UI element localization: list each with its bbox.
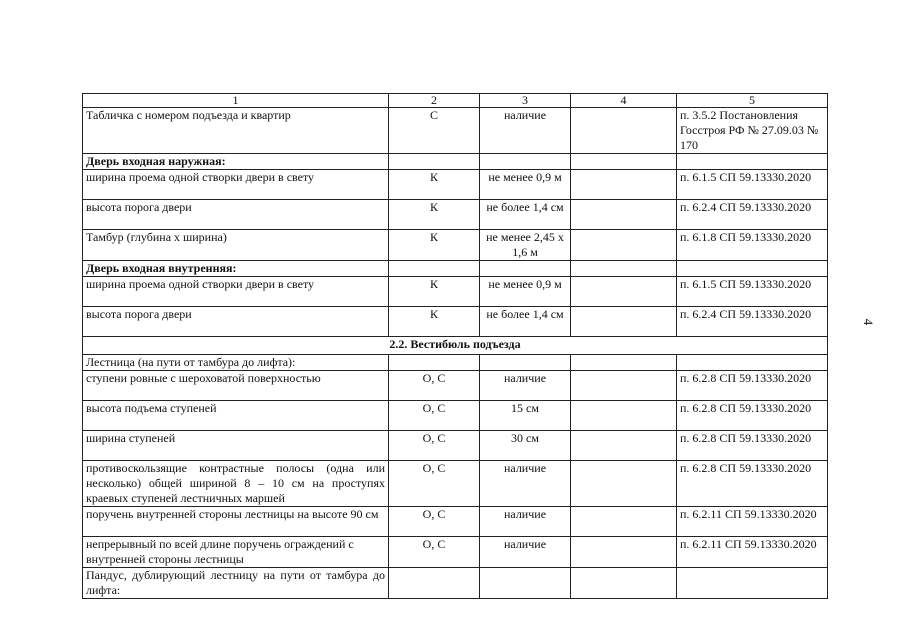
regulation-reference: п. 3.5.2 Постановления Госстроя РФ № 27.09.03 № 170 — [677, 108, 828, 154]
requirement-name: Тамбур (глубина х ширина) — [83, 230, 389, 261]
regulation-reference: п. 6.2.8 СП 59.13330.2020 — [677, 431, 828, 461]
requirement-name: поручень внутренней стороны лестницы на высоте 90 см — [83, 507, 389, 537]
requirement-name: Лестница (на пути от тамбура до лифта): — [83, 355, 389, 371]
section-row — [83, 337, 828, 355]
table-row — [83, 431, 828, 461]
table-row — [83, 170, 828, 200]
regulation-reference: п. 6.1.5 СП 59.13330.2020 — [677, 170, 828, 200]
result-cell — [571, 277, 677, 307]
regulation-reference: п. 6.2.11 СП 59.13330.2020 — [677, 537, 828, 568]
check-method: О, С — [389, 461, 480, 507]
regulation-reference: п. 6.1.5 СП 59.13330.2020 — [677, 277, 828, 307]
requirement-name: ширина проема одной створки двери в свету — [83, 277, 389, 307]
header-cell: 5 — [677, 94, 828, 108]
norm-value: не менее 0,9 м — [480, 170, 571, 200]
table-row — [83, 371, 828, 401]
regulation-reference: п. 6.2.8 СП 59.13330.2020 — [677, 461, 828, 507]
norm-value: наличие — [480, 371, 571, 401]
norm-value — [480, 355, 571, 371]
regulation-reference: п. 6.2.4 СП 59.13330.2020 — [677, 307, 828, 337]
result-cell — [571, 170, 677, 200]
norm-value: не более 1,4 см — [480, 200, 571, 230]
header-cell: 3 — [480, 94, 571, 108]
check-method: К — [389, 277, 480, 307]
requirement-name: Табличка с номером подъезда и квартир — [83, 108, 389, 154]
result-cell — [571, 200, 677, 230]
result-cell — [571, 230, 677, 261]
subheading-row — [83, 261, 828, 277]
requirement-name: противоскользящие контрастные полосы (одна или несколько) общей шириной 8 – 10 см на проступях краевых ступеней лестничных маршей — [83, 461, 389, 507]
result-cell — [571, 568, 677, 599]
norm-value: наличие — [480, 507, 571, 537]
requirement-name: высота подъема ступеней — [83, 401, 389, 431]
result-cell — [571, 431, 677, 461]
regulation-reference: п. 6.2.8 СП 59.13330.2020 — [677, 401, 828, 431]
subheading: Дверь входная наружная: — [83, 154, 389, 170]
table-row — [83, 401, 828, 431]
result-cell — [571, 307, 677, 337]
header-cell: 4 — [571, 94, 677, 108]
regulation-reference: п. 6.2.4 СП 59.13330.2020 — [677, 200, 828, 230]
norm-value: не менее 2,45 х 1,6 м — [480, 230, 571, 261]
norm-value: наличие — [480, 537, 571, 568]
norm-value: не менее 0,9 м — [480, 277, 571, 307]
check-method: О, С — [389, 507, 480, 537]
check-method: О, С — [389, 371, 480, 401]
check-method: К — [389, 200, 480, 230]
check-method: К — [389, 170, 480, 200]
norm-value — [480, 568, 571, 599]
requirement-name: ступени ровные с шероховатой поверхностью — [83, 371, 389, 401]
requirement-name: высота порога двери — [83, 200, 389, 230]
requirement-name: Пандус, дублирующий лестницу на пути от тамбура до лифта: — [83, 568, 389, 599]
check-method — [389, 568, 480, 599]
requirement-name: ширина проема одной створки двери в свету — [83, 170, 389, 200]
norm-value: 30 см — [480, 431, 571, 461]
requirement-name: высота порога двери — [83, 307, 389, 337]
result-cell — [571, 461, 677, 507]
page-number: 4 — [861, 318, 876, 326]
subheading-row — [83, 154, 828, 170]
requirement-name: ширина ступеней — [83, 431, 389, 461]
table-row — [83, 507, 828, 537]
check-method: О, С — [389, 537, 480, 568]
table-row — [83, 537, 828, 568]
table-row — [83, 108, 828, 154]
section-title: 2.2. Вестибюль подъезда — [83, 337, 828, 355]
norm-value: не более 1,4 см — [480, 307, 571, 337]
requirement-name: непрерывный по всей длине поручень ограждений с внутренней стороны лестницы — [83, 537, 389, 568]
regulation-reference: п. 6.2.8 СП 59.13330.2020 — [677, 371, 828, 401]
table-row — [83, 461, 828, 507]
table-row — [83, 230, 828, 261]
table-row — [83, 277, 828, 307]
check-method: О, С — [389, 431, 480, 461]
result-cell — [571, 507, 677, 537]
check-method: С — [389, 108, 480, 154]
subheading: Дверь входная внутренняя: — [83, 261, 389, 277]
check-method: О, С — [389, 401, 480, 431]
result-cell — [571, 108, 677, 154]
norm-value: наличие — [480, 461, 571, 507]
norm-value: 15 см — [480, 401, 571, 431]
table-row — [83, 307, 828, 337]
regulation-reference: п. 6.2.11 СП 59.13330.2020 — [677, 507, 828, 537]
result-cell — [571, 355, 677, 371]
regulation-reference: п. 6.1.8 СП 59.13330.2020 — [677, 230, 828, 261]
result-cell — [571, 371, 677, 401]
check-method: К — [389, 307, 480, 337]
table-row — [83, 200, 828, 230]
table-header-row — [83, 94, 828, 108]
result-cell — [571, 537, 677, 568]
regulation-reference — [677, 355, 828, 371]
check-method: К — [389, 230, 480, 261]
norm-value: наличие — [480, 108, 571, 154]
requirements-table — [82, 93, 828, 599]
header-cell: 1 — [83, 94, 389, 108]
table-row — [83, 568, 828, 599]
check-method — [389, 355, 480, 371]
result-cell — [571, 401, 677, 431]
table-row — [83, 355, 828, 371]
regulation-reference — [677, 568, 828, 599]
header-cell: 2 — [389, 94, 480, 108]
